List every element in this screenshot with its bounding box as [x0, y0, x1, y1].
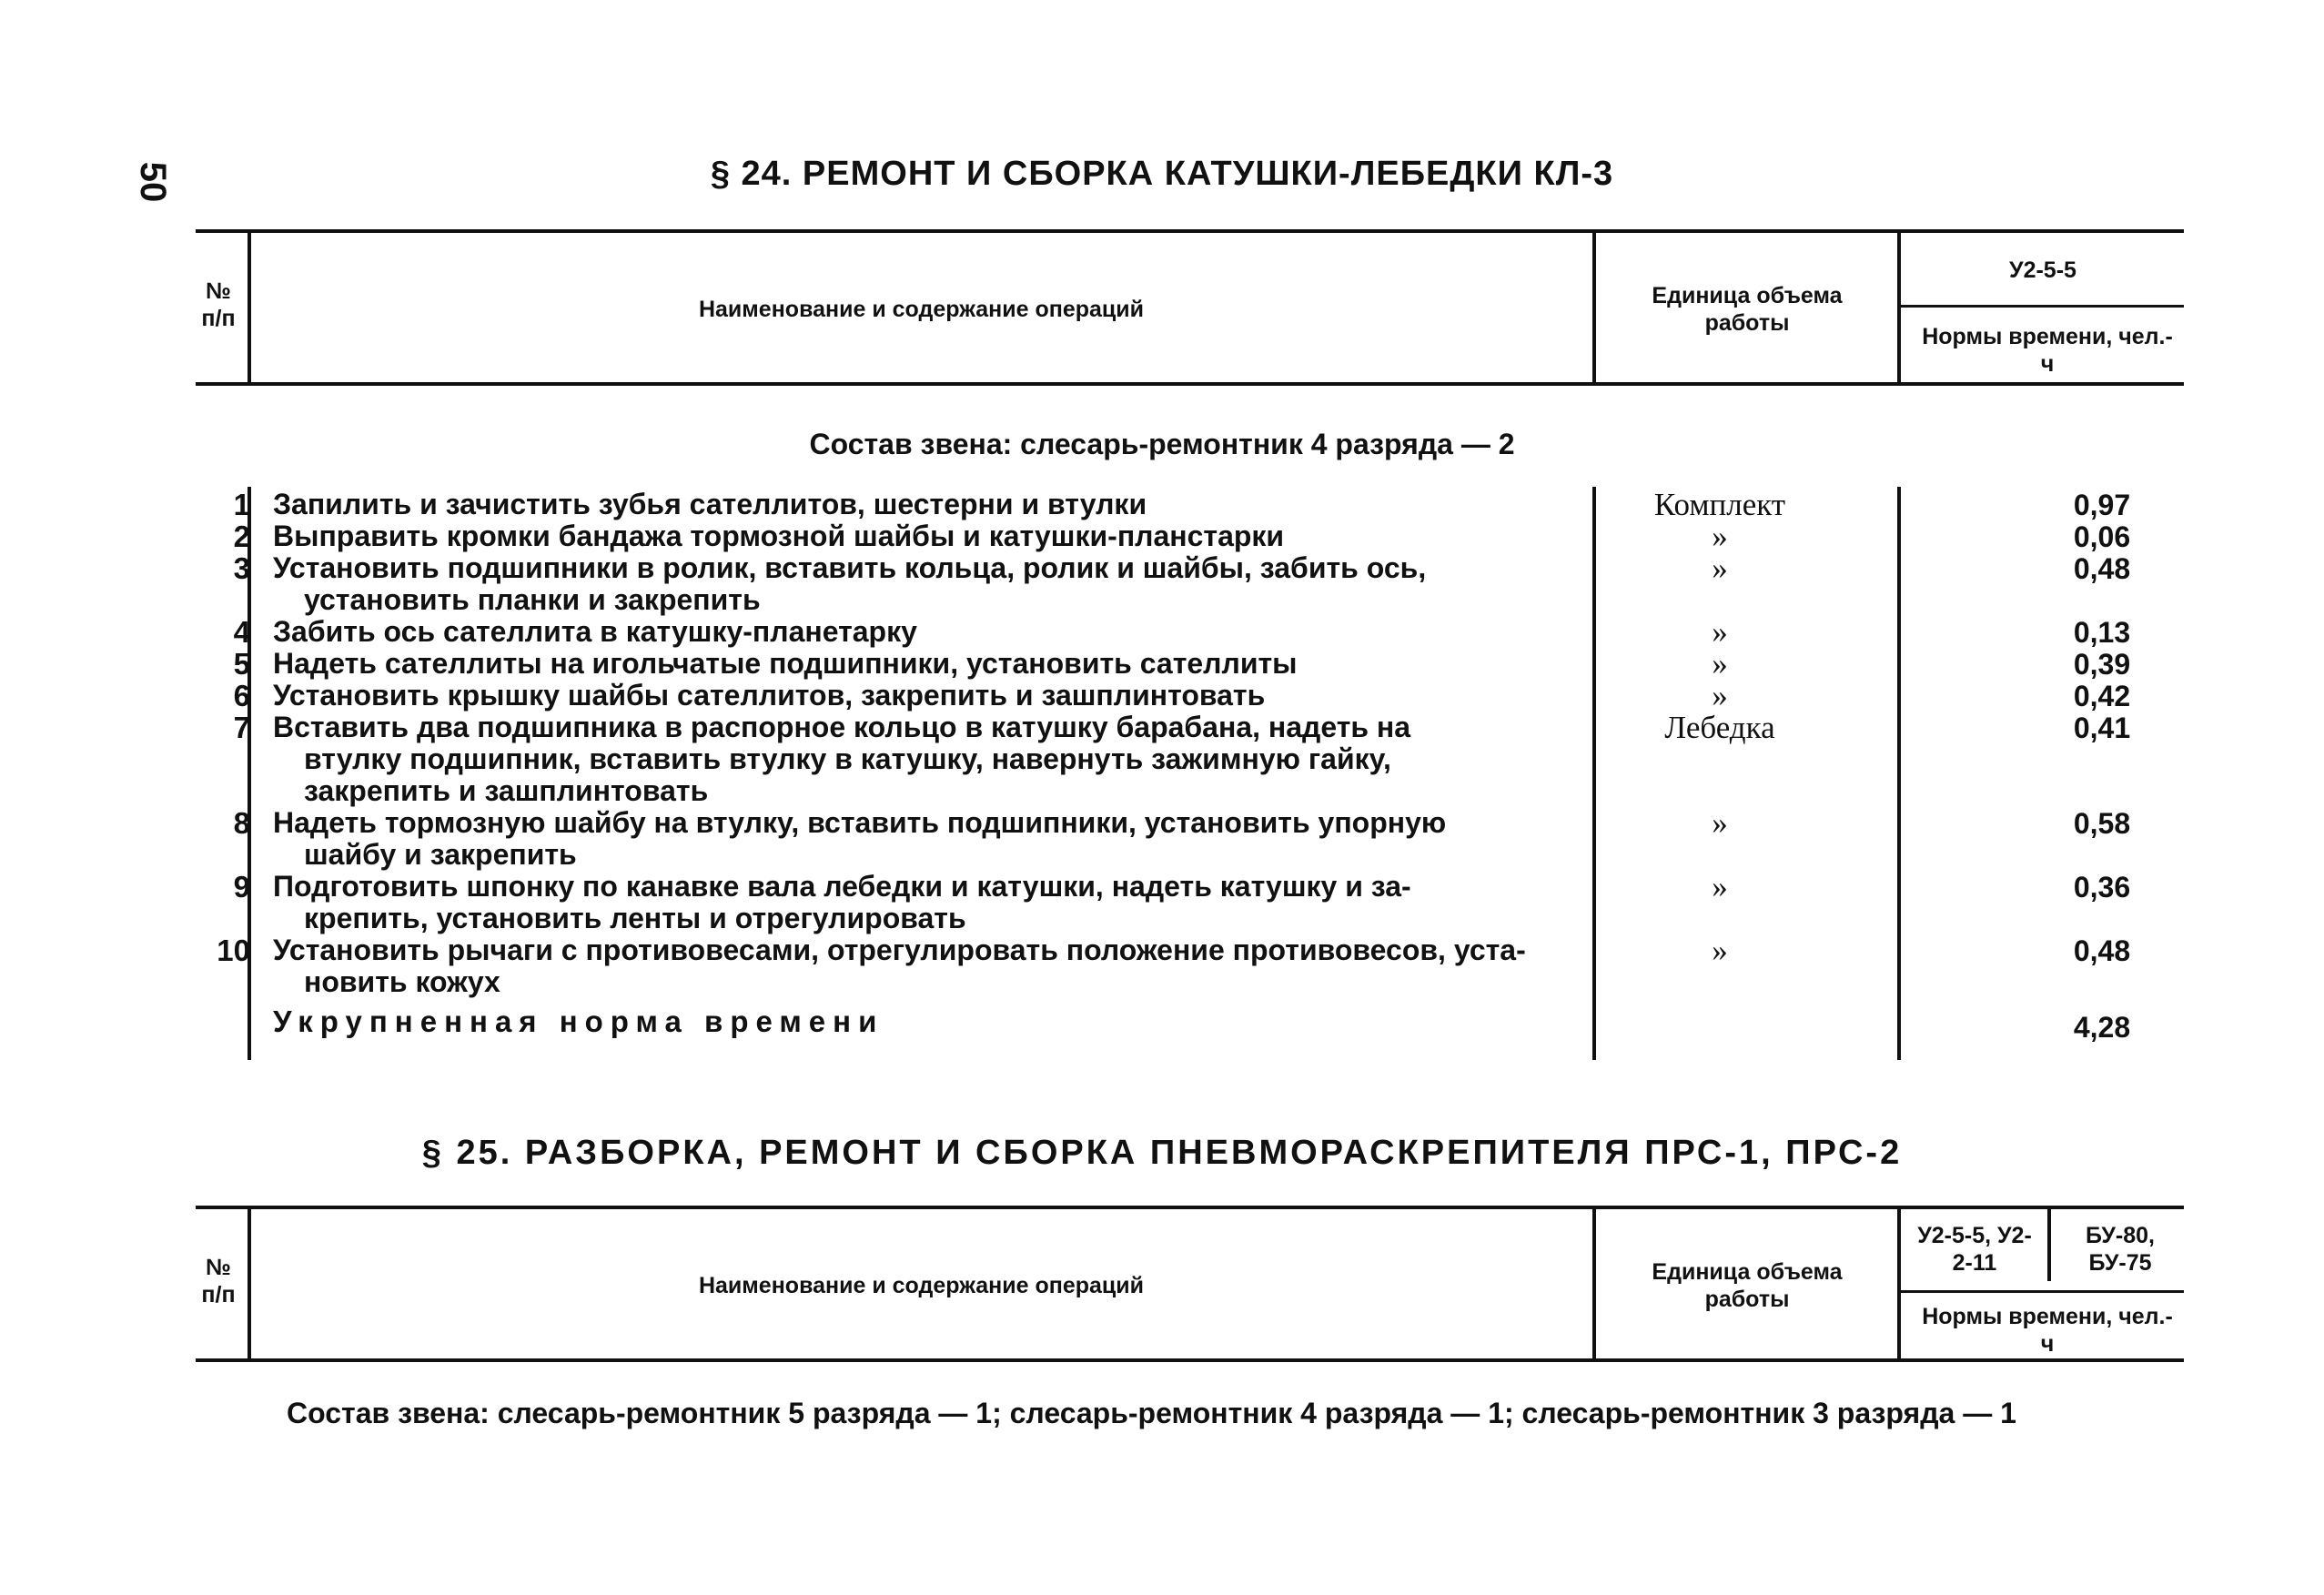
row-norm: 0,41 — [2073, 712, 2131, 744]
header-divider — [1592, 1208, 1596, 1358]
row-number: 2 — [233, 520, 250, 553]
table-row — [182, 487, 2131, 522]
row-norm: 0,97 — [2073, 489, 2131, 521]
table-row — [182, 805, 2131, 871]
row-unit: » — [1712, 678, 1728, 713]
row-operation — [273, 616, 1589, 648]
header-sub-rule — [1900, 305, 2184, 308]
table-row — [182, 933, 2131, 998]
header-divider — [248, 232, 251, 382]
operation-line: Подготовить шпонку по канавке вала лебедки и катушки, надеть катушку и за- — [273, 870, 1411, 903]
operation-line: Вставить два подшипника в распорное кольцо в катушку барабана, надеть на — [273, 711, 1411, 743]
header-divider — [248, 1208, 251, 1358]
operation-line: крепить, установить ленты и отрегулировать — [304, 902, 966, 934]
table-row — [182, 646, 2131, 681]
col-code2-header: БУ-80, БУ-75 — [2086, 1223, 2155, 1276]
table-row — [182, 614, 2131, 650]
section-24-crew: Состав звена: слесарь-ремонтник 4 разряда — 2 — [809, 428, 1515, 460]
operation-line: Выправить кромки бандажа тормозной шайбы и катушки-планстарки — [273, 520, 1285, 552]
row-operation — [273, 520, 1589, 552]
row-norm: 0,58 — [2073, 807, 2131, 840]
row-number: 4 — [233, 615, 250, 649]
section-24-rows — [182, 487, 2131, 1044]
table-row — [182, 519, 2131, 554]
operation-line: Установить подшипники в ролик, вставить кольца, ролик и шайбы, забить ось, — [273, 551, 1427, 584]
operation-line: Надеть тормозную шайбу на втулку, вставить подшипники, установить упорную — [273, 806, 1447, 839]
row-operation — [273, 552, 1589, 616]
operation-line: установить планки и закрепить — [304, 583, 761, 616]
operation-line: Установить рычаги с противовесами, отрегулировать положение противовесов, уста- — [273, 934, 1526, 966]
table-row — [182, 869, 2131, 934]
row-norm: 0,39 — [2073, 648, 2131, 681]
header-divider — [1897, 1208, 1901, 1358]
row-number: 9 — [233, 870, 250, 903]
section-25-crew: Состав звена: слесарь-ремонтник 5 разряда — 1; слесарь-ремонтник 4 разряда — 1; слесарь-ремонтник 3 разряда — 1 — [287, 1397, 2016, 1429]
row-norm: 0,06 — [2073, 520, 2131, 553]
row-operation — [273, 648, 1589, 680]
page-number: 50 — [133, 161, 173, 203]
operation-line: шайбу и закрепить — [304, 838, 577, 871]
row-norm: 0,48 — [2073, 552, 2131, 585]
col-unit-header: Единица объема работы — [1652, 1259, 1843, 1312]
row-unit: » — [1712, 646, 1728, 681]
table-row — [182, 550, 2131, 616]
row-number: 3 — [233, 551, 250, 585]
operation-line: Установить крышку шайбы сателлитов, закрепить и зашплинтовать — [273, 679, 1266, 712]
row-unit: Лебедка — [1664, 710, 1775, 745]
total-value: 4,28 — [2073, 1011, 2131, 1044]
row-norm: 0,48 — [2073, 934, 2131, 967]
header-top-rule — [196, 229, 2184, 233]
operation-line: Надеть сателлиты на игольчатые подшипники, установить сателлиты — [273, 647, 1298, 680]
header-divider — [1592, 232, 1596, 382]
col-unit-header: Единица объема работы — [1652, 283, 1843, 336]
col-norm-header: Нормы времени, чел.-ч — [1922, 324, 2173, 377]
operation-line: Запилить и зачистить зубья сателлитов, шестерни и втулки — [273, 488, 1147, 520]
col-number-header: № п/п — [201, 278, 236, 331]
header-divider — [2047, 1208, 2051, 1281]
row-number: 7 — [233, 711, 250, 744]
total-label: Укрупненная норма времени — [273, 1004, 884, 1038]
row-unit: » — [1712, 519, 1728, 554]
row-operation — [273, 934, 1589, 998]
row-operation — [273, 680, 1589, 712]
header-sub-rule — [1900, 1290, 2184, 1293]
row-unit: Комплект — [1653, 487, 1786, 522]
row-unit: » — [1712, 614, 1728, 650]
row-unit: » — [1712, 869, 1728, 904]
col-norm-header: Нормы времени, чел.-ч — [1922, 1304, 2173, 1357]
row-number: 5 — [233, 647, 250, 681]
row-operation — [273, 489, 1589, 520]
col-number-header: № п/п — [201, 1255, 236, 1307]
col-name-header: Наименование и содержание операций — [698, 297, 1145, 322]
row-operation — [273, 871, 1589, 934]
header-top-rule — [196, 1206, 2184, 1209]
header-bottom-rule — [196, 382, 2184, 386]
row-norm: 0,42 — [2073, 680, 2131, 712]
row-unit: » — [1712, 933, 1728, 968]
section-24-title: § 24. РЕМОНТ И СБОРКА КАТУШКИ-ЛЕБЕДКИ КЛ-3 — [710, 155, 1614, 193]
header-bottom-rule — [196, 1358, 2184, 1362]
col-name-header: Наименование и содержание операций — [698, 1273, 1145, 1298]
row-number: 1 — [233, 488, 250, 521]
operation-line: закрепить и зашплинтовать — [304, 774, 709, 807]
row-number: 8 — [233, 806, 250, 840]
row-operation — [273, 712, 1589, 807]
total-row — [182, 1004, 2131, 1044]
row-norm: 0,36 — [2073, 871, 2131, 903]
row-unit: » — [1712, 805, 1728, 841]
col-code-header: У2-5-5 — [2009, 257, 2076, 283]
section-25-title: § 25. РАЗБОРКА, РЕМОНТ И СБОРКА ПНЕВМОРАСКРЕПИТЕЛЯ ПРС-1, ПРС-2 — [421, 1134, 1903, 1172]
operation-line: новить кожух — [304, 965, 500, 998]
table-row — [182, 678, 2131, 713]
operation-line: Забить ось сателлита в катушку-планетарку — [273, 615, 917, 648]
col-code1-header: У2-5-5, У2-2-11 — [1917, 1223, 2032, 1276]
table-row — [182, 710, 2131, 807]
operation-line: втулку подшипник, вставить втулку в катушку, навернуть зажимную гайку, — [304, 742, 1391, 775]
row-number: 10 — [217, 934, 250, 967]
row-unit: » — [1712, 550, 1728, 586]
row-number: 6 — [233, 679, 250, 712]
row-norm: 0,13 — [2073, 616, 2131, 649]
row-operation — [273, 807, 1589, 871]
